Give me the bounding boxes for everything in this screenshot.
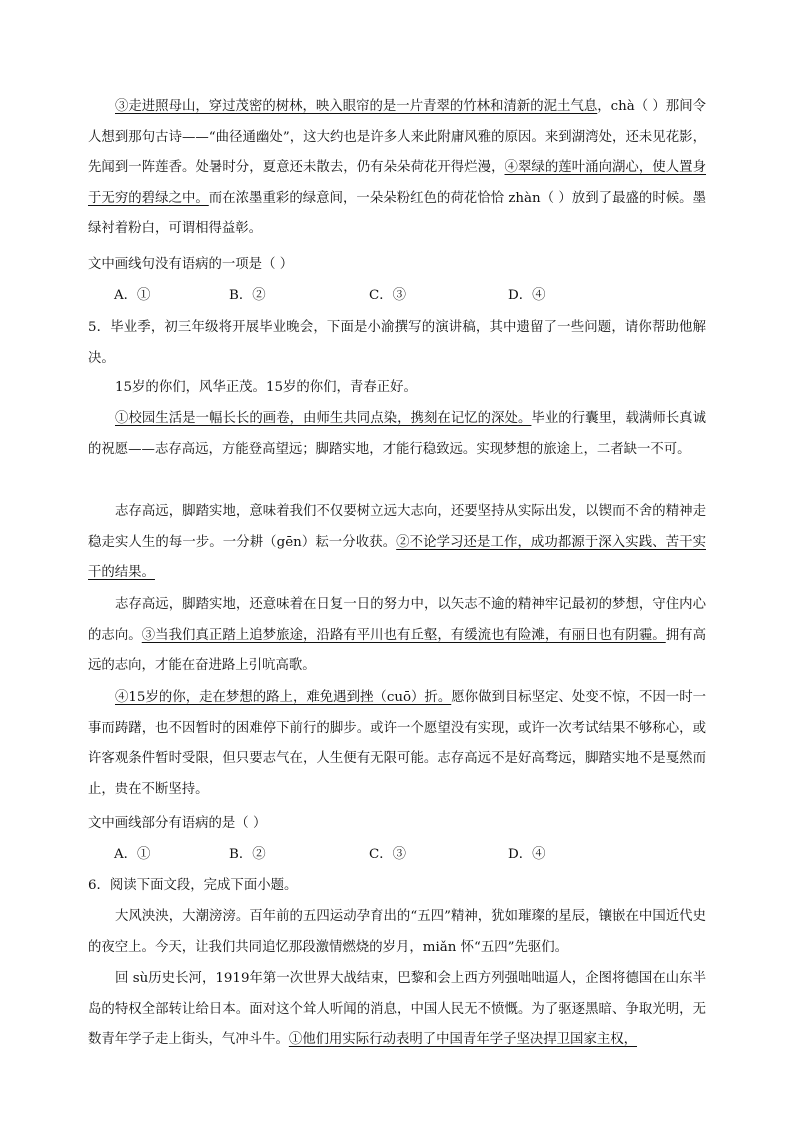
q5-sentence-4: ④15岁的你，走在梦想的路上，难免遇到挫（cuō）折。: [115, 690, 452, 705]
q4-option-a: A．①: [114, 288, 151, 303]
q5-para-1: 15岁的你们，风华正茂。15岁的你们，青春正好。: [115, 380, 417, 395]
q6-stem: 6．阅读下面文段，完成下面小题。: [88, 878, 298, 893]
q5-option-d: D．④: [508, 847, 546, 862]
q5-para-3: 志存高远，脚踏实地，意味着我们不仅要树立远大志向，还要坚持从实际出发，以锲而不舍的精神走稳走实人生的每一步。一分耕（gēn）耘一分收获。②不论学习还是工作，成功都源于深入实践、苦干实干的结果。: [88, 504, 706, 581]
q6-para-1: 大风泱泱，大潮滂滂。百年前的五四运动孕育出的“五四”精神，犹如璀璨的星辰，镶嵌在中国近代史的夜空上。今天，让我们共同追忆那段激情燃烧的岁月，miǎn 怀“五四”先驱们。: [88, 909, 706, 955]
q6-para-2: 回 sù历史长河，1919年第一次世界大战结束，巴黎和会上西方列强咄咄逼人，企图将德国在山东半岛的特权全部转让给日本。面对这个耸人听闻的消息，中国人民无不愤慨。为了驱逐黑暗、争取光明，无数青年学子走上街头，气冲斗牛。①他们用实际行动表明了中国青年学子坚决捍卫国家主权，: [88, 971, 706, 1048]
q5-stem: 5．毕业季，初三年级将开展毕业晚会，下面是小渝撰写的演讲稿，其中遗留了一些问题，请你帮助他解决。: [88, 320, 706, 366]
q5-sentence-2: ②不论学习还是工作，成功都源于深入实践、苦干实干的结果。: [88, 534, 706, 581]
q5-sentence-3: ③当我们真正踏上追梦旅途，沿路有平川也有丘壑，有缓流也有险滩，有丽日也有阴霾。: [141, 627, 666, 643]
q6-sentence-1: ①他们用实际行动表明了中国青年学子坚决捍卫国家主权，: [288, 1032, 638, 1048]
q4-option-d: D．④: [508, 288, 546, 303]
q4-sentence-4: ④翠绿的莲叶涌向湖心，使人置身于无穷的碧绿之中。: [88, 160, 707, 206]
q4-options: [88, 281, 706, 311]
q5-options: [88, 840, 706, 870]
q4-option-c: C．③: [369, 288, 407, 303]
q5-para-4: 志存高远，脚踏实地，还意味着在日复一日的努力中，以矢志不逾的精神牢记最初的梦想，守住内心的志向。③当我们真正踏上追梦旅途，沿路有平川也有丘壑，有缓流也有险滩，有丽日也有阴霾。拥有高远的志向，才能在奋进路上引吭高歌。: [88, 597, 707, 674]
q4-question: 文中画线句没有语病的一项是（ ）: [88, 257, 294, 272]
q4-option-b: B．②: [229, 288, 266, 303]
q4-passage: ③走进照母山，穿过茂密的树林，映入眼帘的是一片青翠的竹林和清新的泥土气息，chà（ ）那间令人想到那句古诗——“曲径通幽处”，这大约也是许多人来此附庸风雅的原因。来到湖湾处，还未见花影，先闻到一阵莲香。处暑时分，夏意还未散去，仍有朵朵荷花开得烂漫，④翠绿的莲叶涌向湖心，使人置身于无穷的碧绿之中。而在浓墨重彩的绿意间，一朵朵粉红色的荷花恰恰 zhàn（ ）放到了最盛的时候。墨绿衬着粉白，可谓相得益彰。: [88, 99, 707, 237]
q4-sentence-3: ③走进照母山，穿过茂密的树林，映入眼帘的是一片青翠的竹林和清新的泥土气息: [115, 99, 598, 114]
q5-option-b: B．②: [229, 847, 266, 862]
q5-option-a: A．①: [114, 847, 151, 862]
q5-para-2: ①校园生活是一幅长长的画卷，由师生共同点染，携刻在记忆的深处。毕业的行囊里，载满师长真诚的祝愿——志存高远，方能登高望远；脚踏实地，才能行稳致远。实现梦想的旅途上，二者缺一不可。: [88, 411, 707, 457]
q5-sentence-1: ①校园生活是一幅长长的画卷，由师生共同点染，携刻在记忆的深处。: [115, 411, 532, 426]
q5-option-c: C．③: [369, 847, 407, 862]
q5-para-5: ④15岁的你，走在梦想的路上，难免遇到挫（cuō）折。愿你做到目标坚定、处变不惊，不因一时一事而踌躇，也不因暂时的困难停下前行的脚步。或许一个愿望没有实现，或许一次考试结果不够称心，或许客观条件暂时受限，但只要志气在，人生便有无限可能。志存高远不是好高骛远，脚踏实地不是戛然而止，贵在不断坚持。: [88, 690, 706, 797]
q5-question: 文中画线部分有语病的是（ ）: [88, 816, 267, 831]
